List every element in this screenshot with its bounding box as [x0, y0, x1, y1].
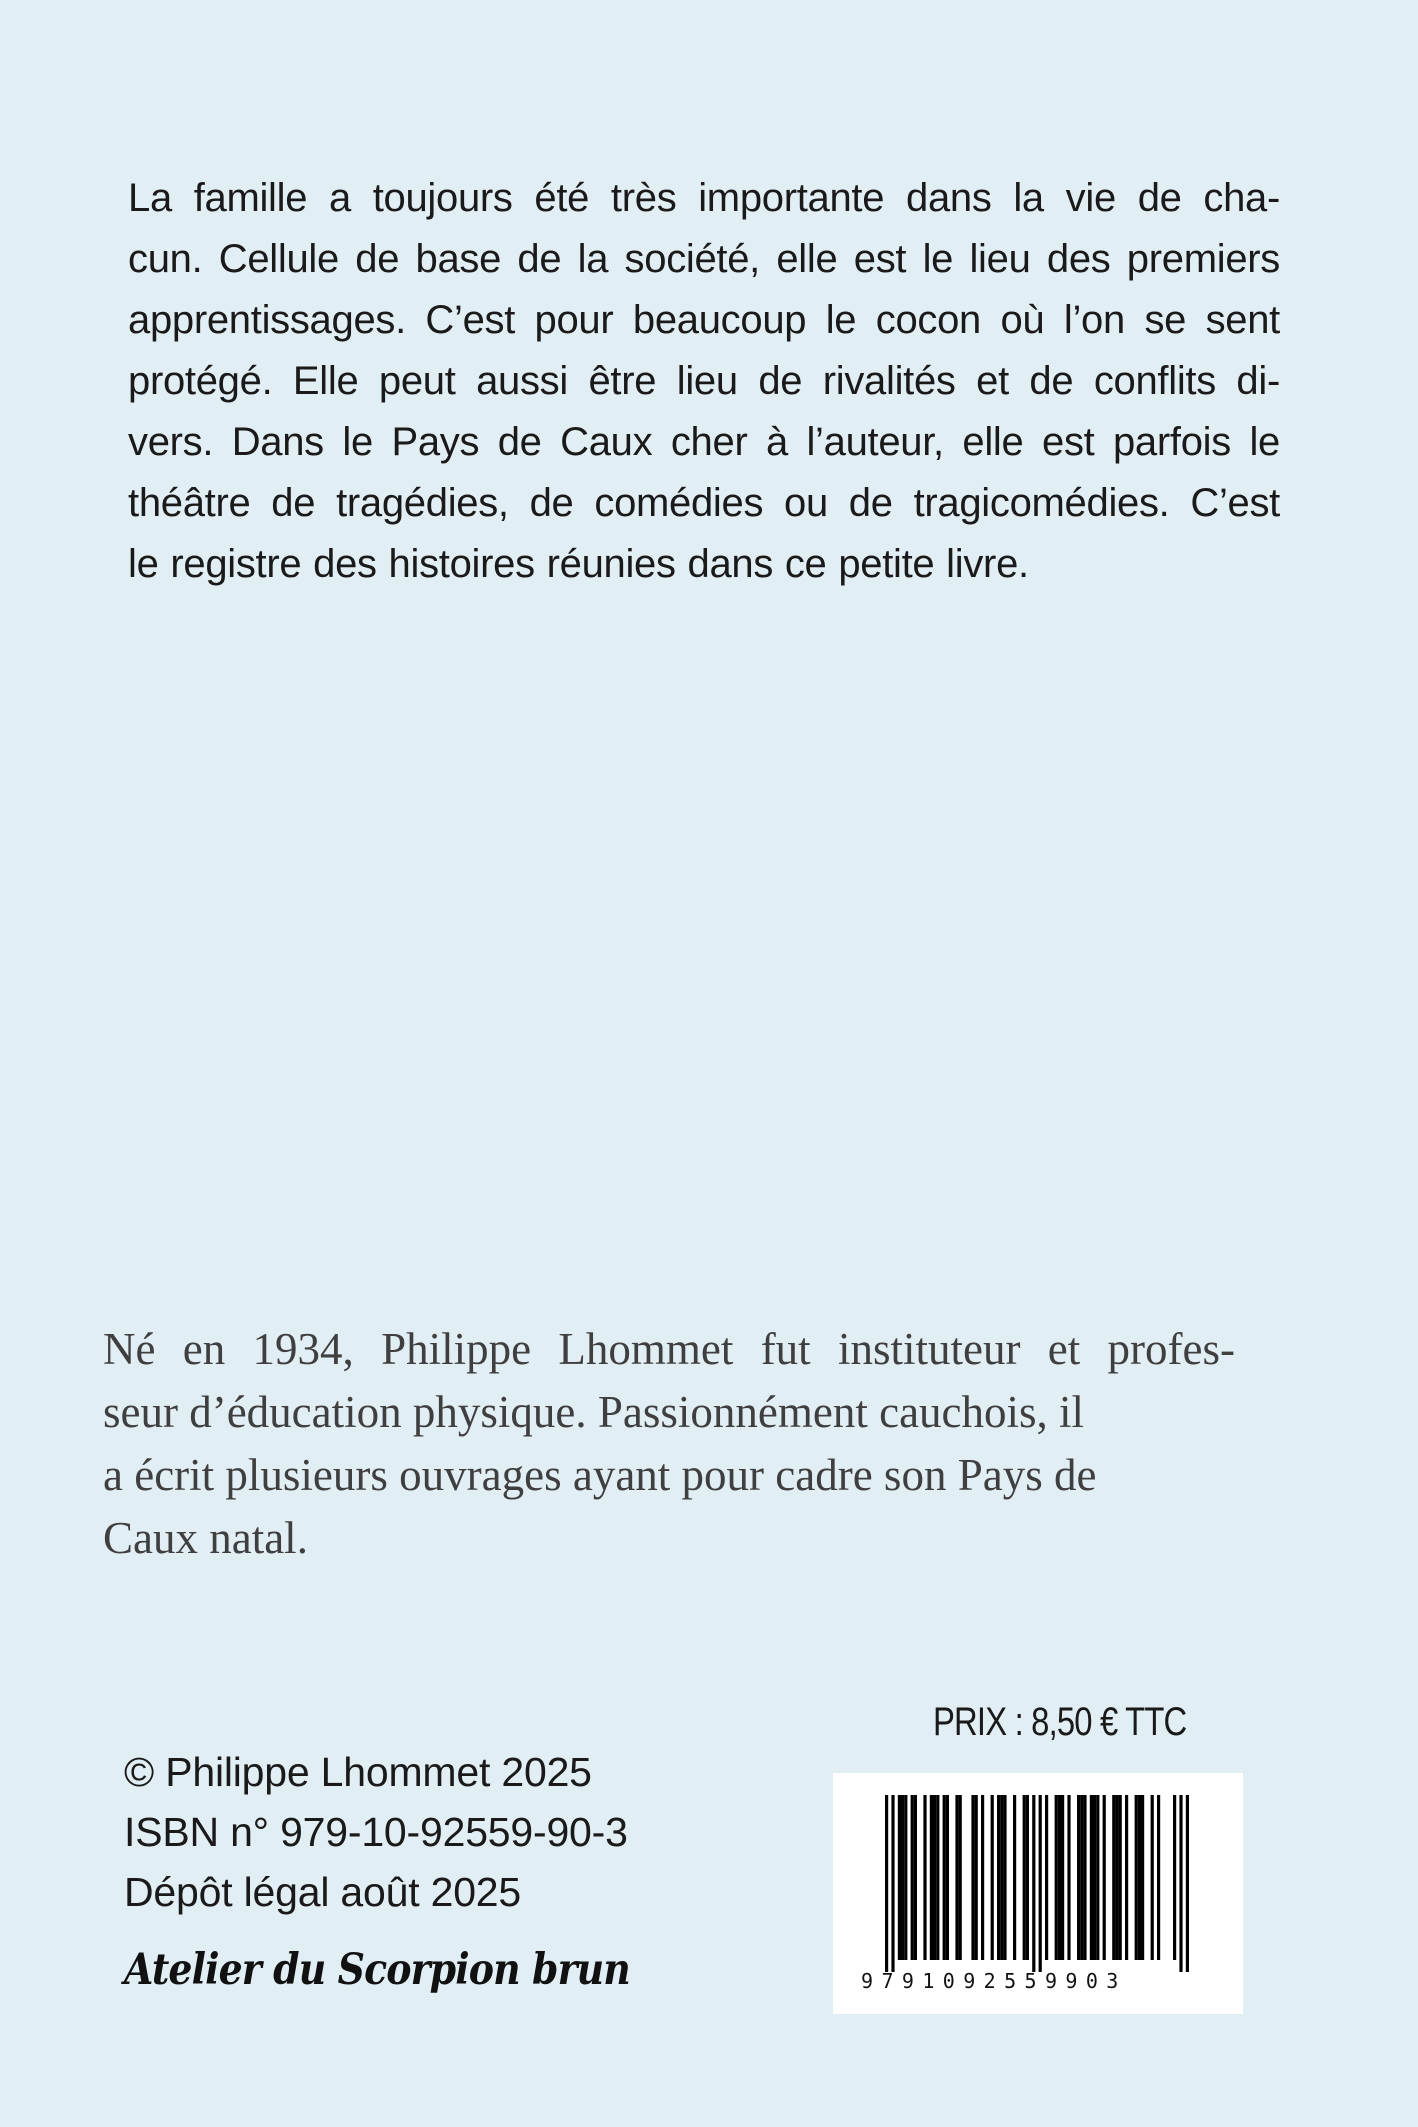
barcode-bar — [1141, 1795, 1144, 1960]
barcode-bar — [1157, 1795, 1160, 1960]
barcode-bar — [936, 1795, 939, 1960]
barcode-bar — [1058, 1795, 1061, 1960]
barcode-bar — [1112, 1795, 1115, 1960]
synopsis-line: cun. Cellule de base de la société, elle est le lieu des premiers — [128, 237, 1280, 281]
barcode-bar — [1032, 1795, 1035, 1972]
bio-line: a écrit plusieurs ouvrages ayant pour cadre son Pays de — [103, 1450, 1097, 1500]
bio-line: Caux natal. — [103, 1513, 308, 1563]
barcode-bar — [891, 1795, 894, 1972]
barcode-bar — [1093, 1795, 1096, 1960]
barcode-bar — [1115, 1795, 1118, 1960]
barcode-bar — [1138, 1795, 1141, 1960]
legal-deposit: Dépôt légal août 2025 — [124, 1869, 522, 1915]
copyright-notice: © Philippe Lhommet 2025 — [124, 1749, 592, 1795]
barcode-bar — [1151, 1795, 1154, 1960]
barcode-bar — [1077, 1795, 1080, 1960]
publisher-logo: Atelier du Scorpion brun — [124, 1945, 630, 1995]
barcode-bar — [1061, 1795, 1064, 1960]
synopsis-line: apprentissages. C’est pour beaucoup le cocon où l’on se sent — [128, 298, 1280, 342]
barcode-bar — [1096, 1795, 1099, 1960]
legal-info — [124, 1742, 628, 1922]
barcode-bar — [930, 1795, 933, 1960]
barcode-bar — [1026, 1795, 1029, 1960]
barcode-bar — [997, 1795, 1000, 1960]
barcode-bar — [955, 1795, 958, 1960]
bio-line: Né en 1934, Philippe Lhommet fut instituteur et profes- — [103, 1324, 1235, 1374]
price-label: PRIX : 8,50 € TTC — [933, 1700, 1187, 1744]
barcode-bar — [885, 1795, 888, 1972]
barcode-bar — [1003, 1795, 1006, 1960]
barcode-bar — [981, 1795, 984, 1960]
author-bio — [103, 1318, 1235, 1570]
barcode-bar — [1125, 1795, 1128, 1960]
barcode-bar — [1039, 1795, 1042, 1972]
barcode — [833, 1773, 1243, 2014]
barcode-bar — [1119, 1795, 1122, 1960]
barcode-bar — [1090, 1795, 1093, 1960]
barcode-bar — [991, 1795, 994, 1960]
barcode-bar — [971, 1795, 974, 1960]
barcode-bar — [1067, 1795, 1070, 1960]
barcode-bar — [1179, 1795, 1182, 1972]
synopsis-line: le registre des histoires réunies dans ce petite livre. — [128, 542, 1029, 586]
barcode-bar — [1080, 1795, 1083, 1960]
barcode-bar — [1135, 1795, 1138, 1960]
barcode-bar — [946, 1795, 949, 1960]
barcode-bar — [1103, 1795, 1106, 1960]
synopsis-line: vers. Dans le Pays de Caux cher à l’auteur, elle est parfois le — [128, 420, 1280, 464]
isbn-number: ISBN n° 979-10-92559-90-3 — [124, 1809, 628, 1855]
synopsis-line: La famille a toujours été très importante dans la vie de cha- — [128, 176, 1280, 220]
barcode-bar — [1000, 1795, 1003, 1960]
barcode-bar — [959, 1795, 962, 1960]
barcode-digits: 9791092559903 — [861, 1969, 1127, 1993]
barcode-bar — [904, 1795, 907, 1960]
barcode-bar — [923, 1795, 926, 1960]
barcode-bar — [1013, 1795, 1016, 1960]
bio-line: seur d’éducation physique. Passionnément cauchois, il — [103, 1387, 1085, 1437]
barcode-bar — [933, 1795, 936, 1960]
barcode-bar — [1173, 1795, 1176, 1960]
barcode-bar — [1023, 1795, 1026, 1960]
synopsis-paragraph — [128, 168, 1280, 595]
barcode-bar — [943, 1795, 946, 1960]
barcode-bar — [911, 1795, 914, 1960]
barcode-bar — [975, 1795, 978, 1960]
synopsis-line: théâtre de tragédies, de comédies ou de tragicomédies. C’est — [128, 481, 1280, 525]
barcode-bar — [1186, 1795, 1189, 1972]
barcode-bar — [901, 1795, 904, 1960]
synopsis-line: protégé. Elle peut aussi être lieu de rivalités et de conflits di- — [128, 359, 1280, 403]
barcode-bar — [1083, 1795, 1086, 1960]
barcode-bar — [1045, 1795, 1048, 1960]
barcode-bar — [914, 1795, 917, 1960]
barcode-bar — [1055, 1795, 1058, 1960]
barcode-bar — [898, 1795, 901, 1960]
